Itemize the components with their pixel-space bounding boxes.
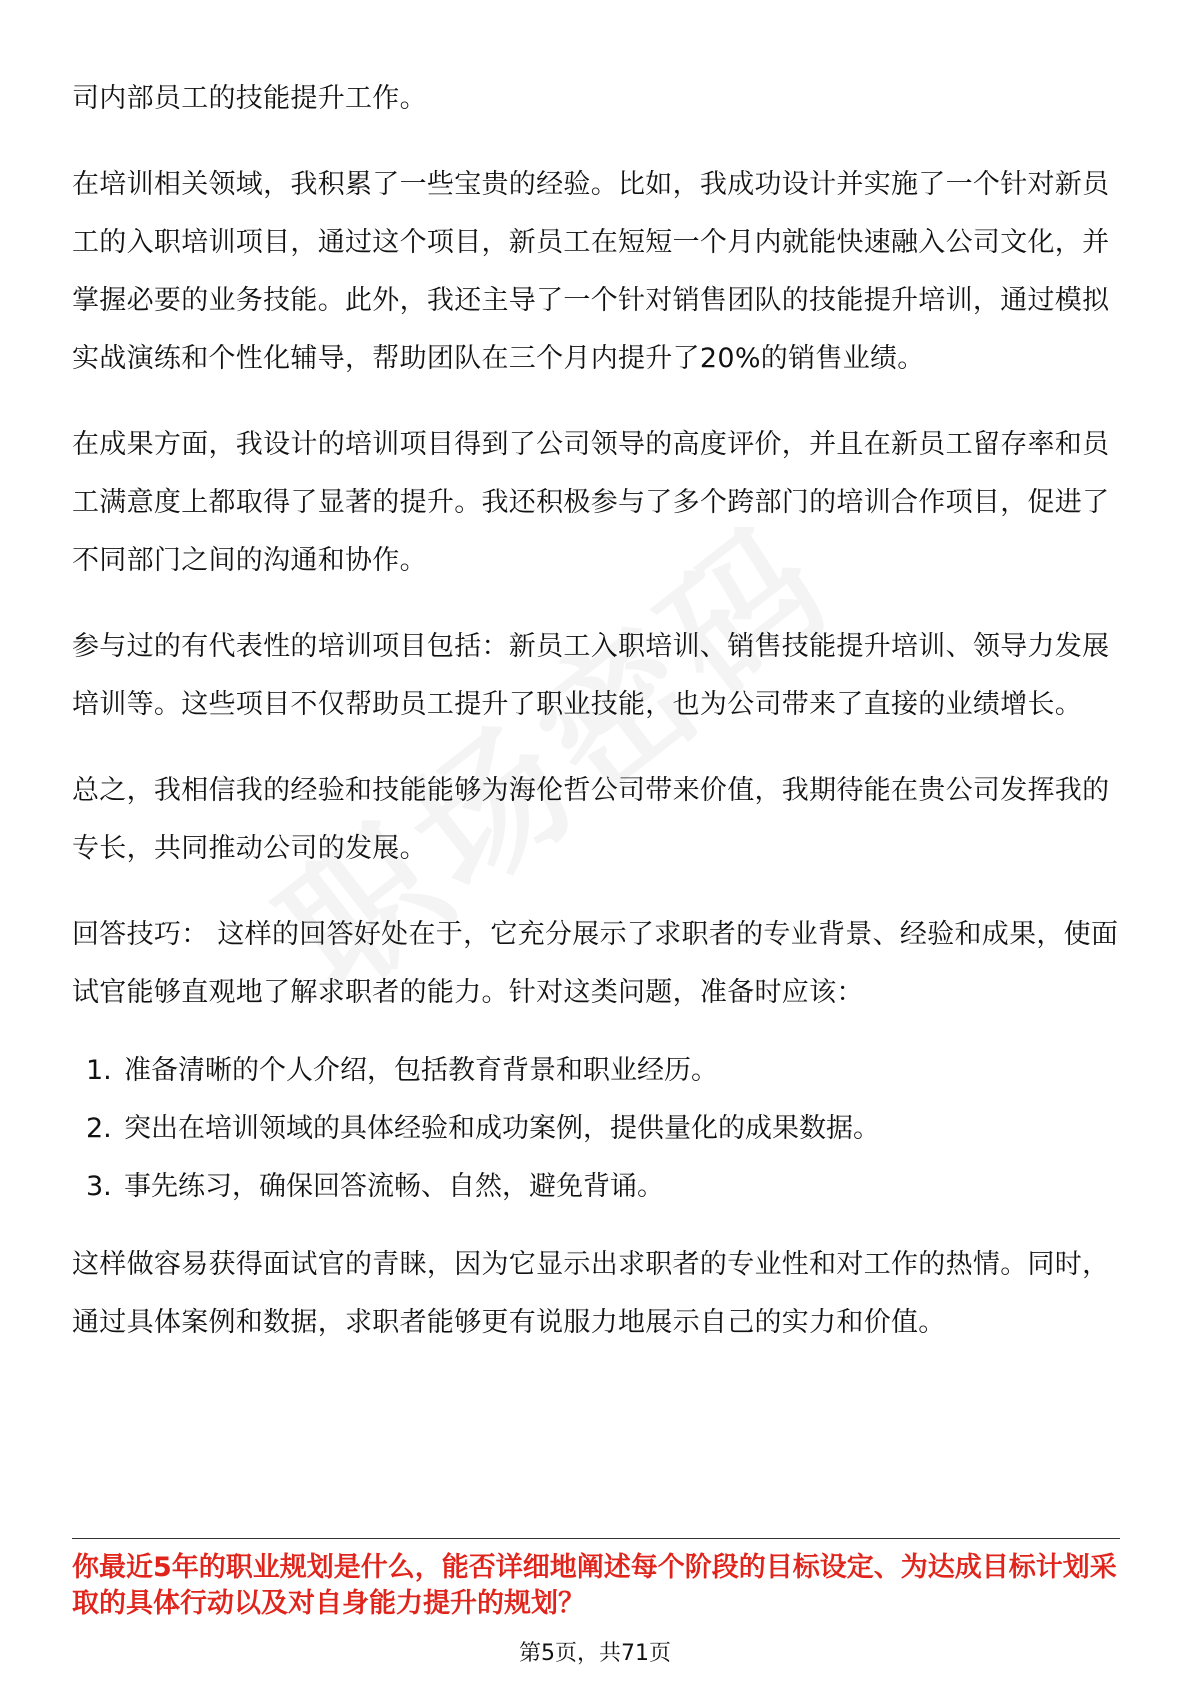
section-divider xyxy=(72,1538,1120,1539)
list-text: 突出在培训领域的具体经验和成功案例，提供量化的成果数据。 xyxy=(124,1113,880,1144)
paragraph: 在成果方面，我设计的培训项目得到了公司领导的高度评价，并且在新员工留存率和员工满意度上都取得了显著的提升。我还积极参与了多个跨部门的培训合作项目，促进了不同部门之间的沟通和协作。 xyxy=(72,429,1110,576)
next-question-heading: 你最近5年的职业规划是什么，能否详细地阐述每个阶段的目标设定、为达成目标计划采取的具体行动以及对自身能力提升的规划？ xyxy=(72,1552,1117,1619)
list-text: 准备清晰的个人介绍，包括教育背景和职业经历。 xyxy=(124,1055,718,1086)
list-item xyxy=(72,1100,1120,1158)
closing-paragraph: 这样做容易获得面试官的青睐，因为它显示出求职者的专业性和对工作的热情。同时，通过具体案例和数据，求职者能够更有说服力地展示自己的实力和价值。 xyxy=(72,1249,1110,1338)
answer-tips-intro: 回答技巧： 这样的回答好处在于，它充分展示了求职者的专业背景、经验和成果，使面试官能够直观地了解求职者的能力。针对这类问题，准备时应该： xyxy=(72,919,1119,1008)
list-text: 事先练习，确保回答流畅、自然，避免背诵。 xyxy=(124,1171,664,1202)
paragraph: 司内部员工的技能提升工作。 xyxy=(72,83,427,114)
paragraph: 参与过的有代表性的培训项目包括：新员工入职培训、销售技能提升培训、领导力发展培训等。这些项目不仅帮助员工提升了职业技能，也为公司带来了直接的业绩增长。 xyxy=(72,631,1110,720)
tips-list xyxy=(72,1042,1120,1216)
list-item xyxy=(72,1042,1120,1100)
page-footer: 第5页，共71页 xyxy=(519,1641,671,1666)
paragraph: 总之，我相信我的经验和技能能够为海伦哲公司带来价值，我期待能在贵公司发挥我的专长，共同推动公司的发展。 xyxy=(72,775,1110,864)
list-number: 1. xyxy=(86,1055,112,1086)
answer-body xyxy=(72,70,1120,1352)
paragraph: 在培训相关领域，我积累了一些宝贵的经验。比如，我成功设计并实施了一个针对新员工的入职培训项目，通过这个项目，新员工在短短一个月内就能快速融入公司文化，并掌握必要的业务技能。此外，我还主导了一个针对销售团队的技能提升培训，通过模拟实战演练和个性化辅导，帮助团队在三个月内提升了20%的销售业绩。 xyxy=(72,169,1110,374)
list-number: 3. xyxy=(86,1171,112,1202)
list-number: 2. xyxy=(86,1113,112,1144)
list-item xyxy=(72,1158,1120,1216)
